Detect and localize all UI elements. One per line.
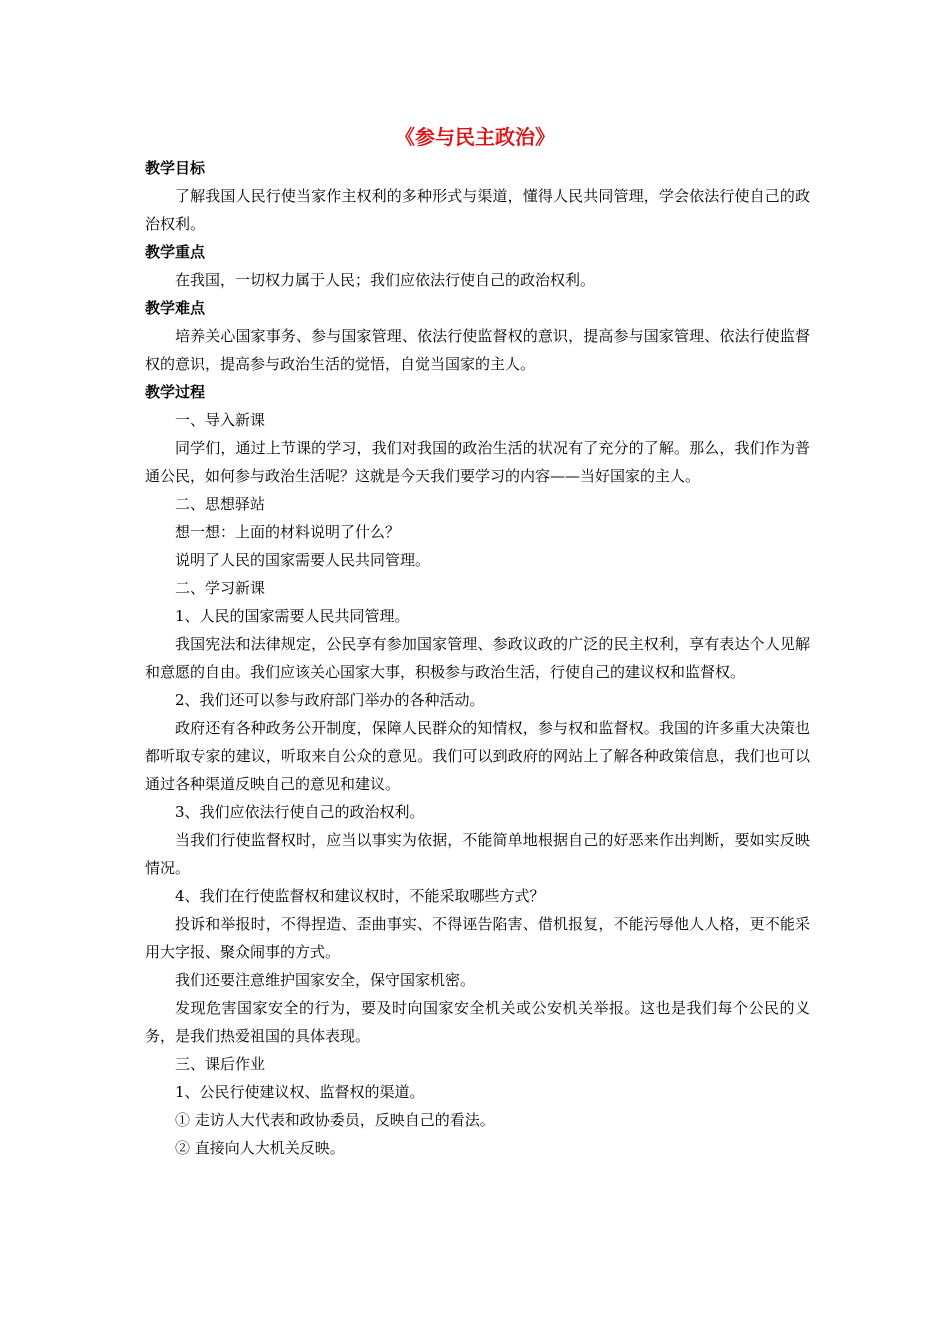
body-paragraph: 想一想：上面的材料说明了什么？ bbox=[175, 523, 401, 541]
body-paragraph: 二、思想驿站 bbox=[175, 495, 266, 513]
body-paragraph: 当我们行使监督权时，应当以事实为依据，不能简单地根据自己的好恶来作出判断，要如实反映情况。 bbox=[145, 831, 810, 877]
section-heading: 教学目标 bbox=[145, 159, 206, 177]
body-paragraph: 投诉和举报时，不得捏造、歪曲事实、不得诬告陷害、借机报复，不能污辱他人人格，更不能采用大字报、聚众闹事的方式。 bbox=[145, 915, 810, 961]
body-paragraph: ② 直接向人大机关反映。 bbox=[175, 1139, 345, 1157]
body-paragraph: 在我国，一切权力属于人民；我们应依法行使自己的政治权利。 bbox=[175, 271, 596, 289]
body-paragraph: 我们还要注意维护国家安全，保守国家机密。 bbox=[175, 971, 476, 989]
body-paragraph: 一、导入新课 bbox=[175, 411, 266, 429]
section-heading: 教学重点 bbox=[145, 243, 206, 261]
body-paragraph: ① 走访人大代表和政协委员，反映自己的看法。 bbox=[175, 1111, 495, 1129]
body-paragraph: 4、我们在行使监督权和建议权时，不能采取哪些方式？ bbox=[175, 887, 545, 905]
body-paragraph: 了解我国人民行使当家作主权利的多种形式与渠道，懂得人民共同管理，学会依法行使自己的政治权利。 bbox=[145, 187, 810, 233]
body-paragraph: 三、课后作业 bbox=[175, 1055, 266, 1073]
body-paragraph: 二、学习新课 bbox=[175, 579, 266, 597]
body-paragraph: 我国宪法和法律规定，公民享有参加国家管理、参政议政的广泛的民主权利，享有表达个人见解和意愿的自由。我们应该关心国家大事，积极参与政治生活，行使自己的建议权和监督权。 bbox=[145, 635, 810, 681]
section-heading: 教学过程 bbox=[145, 383, 206, 401]
body-paragraph: 2、我们还可以参与政府部门举办的各种活动。 bbox=[175, 691, 485, 709]
body-paragraph: 说明了人民的国家需要人民共同管理。 bbox=[175, 551, 431, 569]
body-paragraph: 发现危害国家安全的行为，要及时向国家安全机关或公安机关举报。这也是我们每个公民的义务，是我们热爱祖国的具体表现。 bbox=[145, 999, 810, 1045]
body-paragraph: 1、人民的国家需要人民共同管理。 bbox=[175, 607, 410, 625]
section-heading: 教学难点 bbox=[145, 299, 206, 317]
body-paragraph: 3、我们应依法行使自己的政治权利。 bbox=[175, 803, 425, 821]
body-paragraph: 1、公民行使建议权、监督权的渠道。 bbox=[175, 1083, 425, 1101]
body-paragraph: 同学们，通过上节课的学习，我们对我国的政治生活的状况有了充分的了解。那么，我们作为普通公民，如何参与政治生活呢？这就是今天我们要学习的内容——当好国家的主人。 bbox=[145, 439, 810, 485]
body-paragraph: 政府还有各种政务公开制度，保障人民群众的知情权，参与权和监督权。我国的许多重大决策也都听取专家的建议，听取来自公众的意见。我们可以到政府的网站上了解各种政策信息，我们也可以通过各种渠道反映自己的意见和建议。 bbox=[145, 719, 810, 793]
document-title: 《参与民主政治》 bbox=[395, 125, 555, 149]
document-body bbox=[145, 154, 810, 1162]
body-paragraph: 培养关心国家事务、参与国家管理、依法行使监督权的意识，提高参与国家管理、依法行使监督权的意识，提高参与政治生活的觉悟，自觉当国家的主人。 bbox=[145, 327, 810, 373]
